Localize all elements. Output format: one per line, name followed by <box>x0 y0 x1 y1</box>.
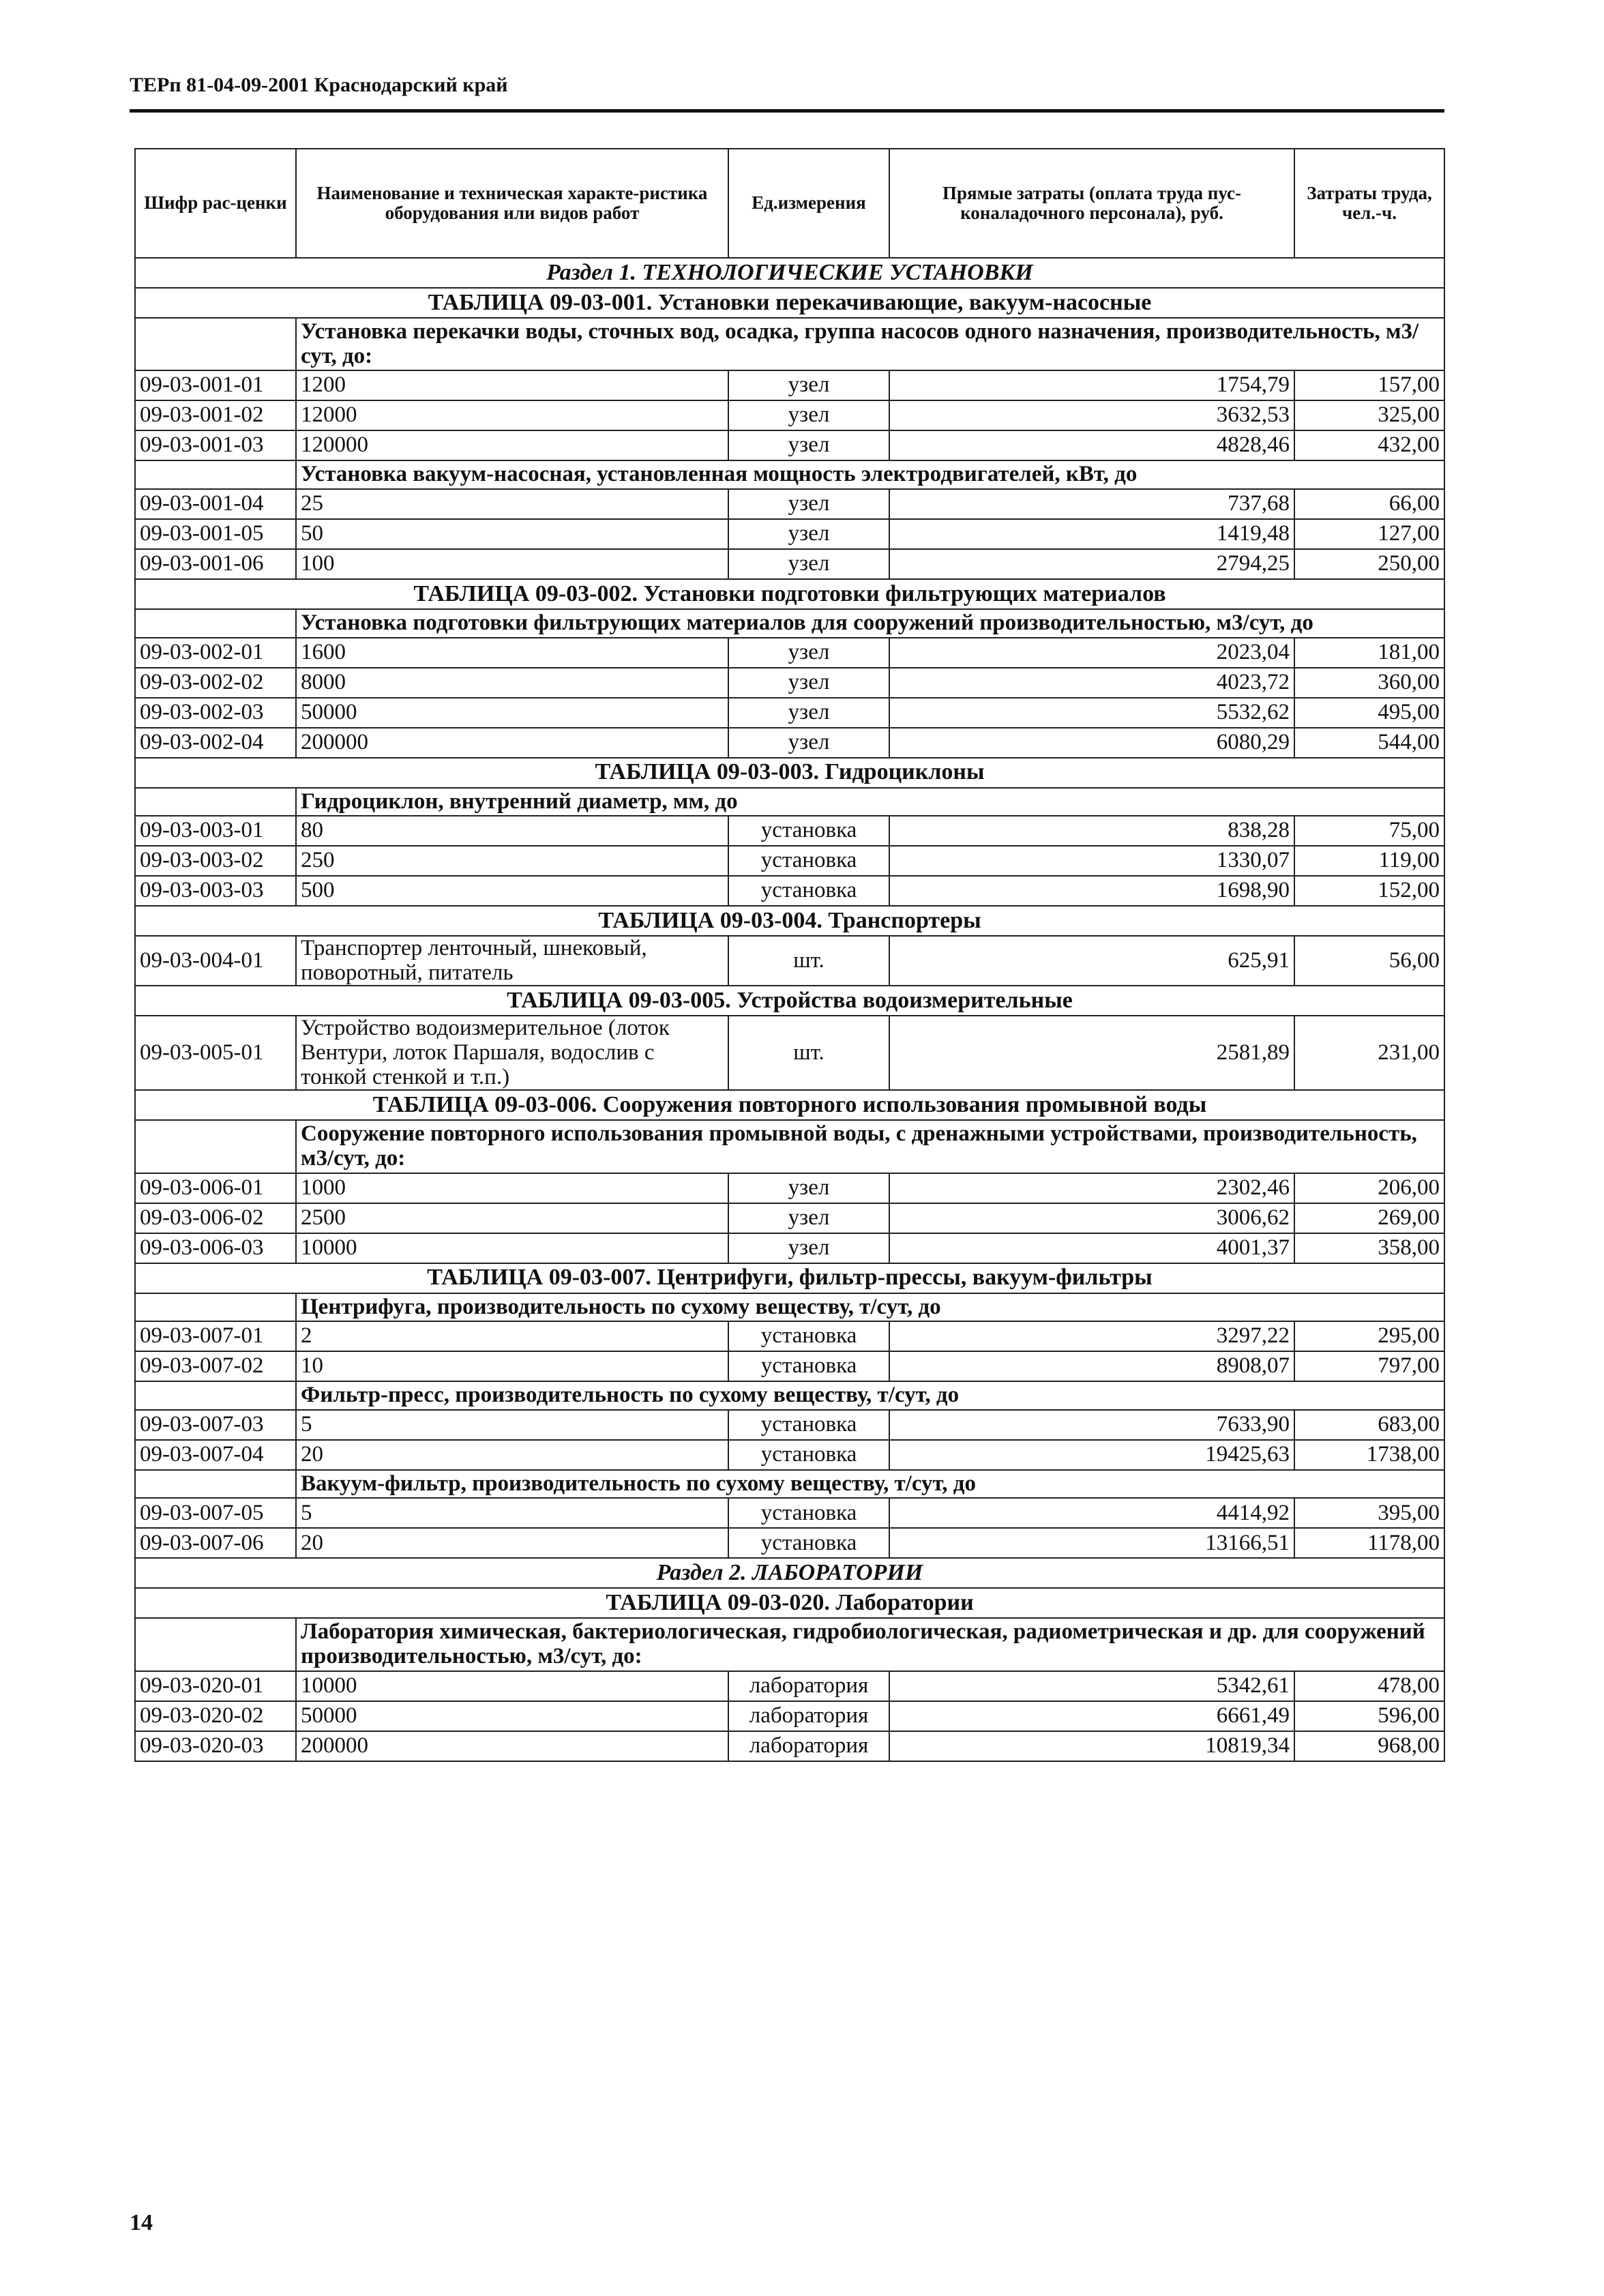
rate-code-cell: 09-03-007-06 <box>135 1528 296 1558</box>
table-row <box>135 370 1444 400</box>
labor-cost-cell: 75,00 <box>1294 816 1444 846</box>
labor-cost-cell: 295,00 <box>1294 1321 1444 1351</box>
table-row <box>135 430 1444 460</box>
rate-code-cell: 09-03-003-02 <box>135 846 296 876</box>
table-heading: ТАБЛИЦА 09-03-003. Гидроциклоны <box>135 758 1444 788</box>
item-name-cell: 25 <box>296 489 728 519</box>
rate-code-cell: 09-03-001-04 <box>135 489 296 519</box>
direct-cost-cell: 3632,53 <box>889 400 1294 430</box>
section-heading-row <box>135 258 1444 288</box>
group-empty-code-cell <box>135 1618 296 1671</box>
table-row <box>135 816 1444 846</box>
unit-cell: установка <box>728 1440 889 1470</box>
group-heading-row <box>135 609 1444 638</box>
direct-cost-cell: 2302,46 <box>889 1173 1294 1203</box>
rate-code-cell: 09-03-007-04 <box>135 1440 296 1470</box>
unit-cell: узел <box>728 430 889 460</box>
table-row <box>135 1498 1444 1528</box>
unit-cell: лаборатория <box>728 1671 889 1701</box>
rate-code-cell: 09-03-020-02 <box>135 1701 296 1731</box>
rate-code-cell: 09-03-001-03 <box>135 430 296 460</box>
direct-cost-cell: 625,91 <box>889 936 1294 986</box>
unit-cell: шт. <box>728 936 889 986</box>
table-row <box>135 936 1444 986</box>
item-name-cell: Устройство водоизмерительное (лоток Вентури, лоток Паршаля, водослив с тонкой стенкой и т.п.) <box>296 1016 728 1090</box>
item-name-cell: Транспортер ленточный, шнековый, поворотный, питатель <box>296 936 728 986</box>
rate-code-cell: 09-03-006-01 <box>135 1173 296 1203</box>
table-heading-row <box>135 1090 1444 1120</box>
rate-code-cell: 09-03-006-03 <box>135 1233 296 1263</box>
labor-cost-cell: 269,00 <box>1294 1203 1444 1233</box>
labor-cost-cell: 1738,00 <box>1294 1440 1444 1470</box>
group-empty-code-cell <box>135 318 296 370</box>
column-header-unit: Ед.измерения <box>728 149 889 258</box>
labor-cost-cell: 127,00 <box>1294 519 1444 549</box>
item-name-cell: 50000 <box>296 698 728 728</box>
unit-cell: узел <box>728 728 889 758</box>
table-row <box>135 1351 1444 1381</box>
table-row <box>135 876 1444 906</box>
labor-cost-cell: 358,00 <box>1294 1233 1444 1263</box>
item-name-cell: 1000 <box>296 1173 728 1203</box>
labor-cost-cell: 495,00 <box>1294 698 1444 728</box>
rate-code-cell: 09-03-003-01 <box>135 816 296 846</box>
group-heading-row <box>135 318 1444 370</box>
group-empty-code-cell <box>135 1470 296 1499</box>
direct-cost-cell: 1330,07 <box>889 846 1294 876</box>
unit-cell: установка <box>728 816 889 846</box>
unit-cell: лаборатория <box>728 1701 889 1731</box>
rate-code-cell: 09-03-005-01 <box>135 1016 296 1090</box>
group-heading: Установка перекачки воды, сточных вод, осадка, группа насосов одного назначения, производительность, м3/сут, до: <box>296 318 1444 370</box>
column-header-labor: Затраты труда, чел.-ч. <box>1294 149 1444 258</box>
table-row <box>135 1528 1444 1558</box>
labor-cost-cell: 478,00 <box>1294 1671 1444 1701</box>
group-heading: Вакуум-фильтр, производительность по сухому веществу, т/сут, до <box>296 1470 1444 1499</box>
rate-code-cell: 09-03-006-02 <box>135 1203 296 1233</box>
table-row <box>135 846 1444 876</box>
rate-code-cell: 09-03-001-02 <box>135 400 296 430</box>
group-heading-row <box>135 1120 1444 1173</box>
item-name-cell: 50000 <box>296 1701 728 1731</box>
direct-cost-cell: 2023,04 <box>889 638 1294 668</box>
table-row <box>135 668 1444 698</box>
rate-code-cell: 09-03-020-01 <box>135 1671 296 1701</box>
item-name-cell: 1200 <box>296 370 728 400</box>
direct-cost-cell: 7633,90 <box>889 1410 1294 1440</box>
document-header: ТЕРп 81-04-09-2001 Краснодарский край <box>130 74 508 96</box>
page-number: 14 <box>130 2210 153 2235</box>
table-heading-row <box>135 288 1444 318</box>
group-heading-row <box>135 1293 1444 1322</box>
rate-code-cell: 09-03-007-02 <box>135 1351 296 1381</box>
group-heading-row <box>135 460 1444 489</box>
item-name-cell: 200000 <box>296 728 728 758</box>
item-name-cell: 200000 <box>296 1731 728 1761</box>
rate-code-cell: 09-03-007-03 <box>135 1410 296 1440</box>
group-heading-row <box>135 788 1444 816</box>
rates-table <box>134 148 1445 1762</box>
direct-cost-cell: 1754,79 <box>889 370 1294 400</box>
item-name-cell: 1600 <box>296 638 728 668</box>
labor-cost-cell: 968,00 <box>1294 1731 1444 1761</box>
unit-cell: узел <box>728 698 889 728</box>
table-row <box>135 728 1444 758</box>
labor-cost-cell: 683,00 <box>1294 1410 1444 1440</box>
rate-code-cell: 09-03-007-05 <box>135 1498 296 1528</box>
rate-code-cell: 09-03-007-01 <box>135 1321 296 1351</box>
item-name-cell: 20 <box>296 1440 728 1470</box>
direct-cost-cell: 6080,29 <box>889 728 1294 758</box>
labor-cost-cell: 360,00 <box>1294 668 1444 698</box>
rate-code-cell: 09-03-002-02 <box>135 668 296 698</box>
item-name-cell: 20 <box>296 1528 728 1558</box>
labor-cost-cell: 596,00 <box>1294 1701 1444 1731</box>
direct-cost-cell: 1698,90 <box>889 876 1294 906</box>
group-empty-code-cell <box>135 1381 296 1410</box>
rate-code-cell: 09-03-002-01 <box>135 638 296 668</box>
table-row <box>135 638 1444 668</box>
labor-cost-cell: 181,00 <box>1294 638 1444 668</box>
group-empty-code-cell <box>135 1293 296 1322</box>
unit-cell: лаборатория <box>728 1731 889 1761</box>
labor-cost-cell: 206,00 <box>1294 1173 1444 1203</box>
unit-cell: узел <box>728 668 889 698</box>
labor-cost-cell: 66,00 <box>1294 489 1444 519</box>
group-heading: Центрифуга, производительность по сухому веществу, т/сут, до <box>296 1293 1444 1322</box>
direct-cost-cell: 8908,07 <box>889 1351 1294 1381</box>
column-header-cost: Прямые затраты (оплата труда пус-коналадочного персонала), руб. <box>889 149 1294 258</box>
item-name-cell: 500 <box>296 876 728 906</box>
item-name-cell: 50 <box>296 519 728 549</box>
unit-cell: установка <box>728 1410 889 1440</box>
direct-cost-cell: 13166,51 <box>889 1528 1294 1558</box>
rate-code-cell: 09-03-003-03 <box>135 876 296 906</box>
item-name-cell: 12000 <box>296 400 728 430</box>
group-heading-row <box>135 1381 1444 1410</box>
table-row <box>135 1016 1444 1090</box>
table-row <box>135 549 1444 579</box>
table-heading-row <box>135 1588 1444 1618</box>
direct-cost-cell: 737,68 <box>889 489 1294 519</box>
direct-cost-cell: 2794,25 <box>889 549 1294 579</box>
group-empty-code-cell <box>135 1120 296 1173</box>
direct-cost-cell: 838,28 <box>889 816 1294 846</box>
unit-cell: узел <box>728 638 889 668</box>
group-heading-row <box>135 1618 1444 1671</box>
group-heading-row <box>135 1470 1444 1499</box>
group-heading: Установка вакуум-насосная, установленная мощность электродвигателей, кВт, до <box>296 460 1444 489</box>
labor-cost-cell: 797,00 <box>1294 1351 1444 1381</box>
item-name-cell: 10000 <box>296 1233 728 1263</box>
labor-cost-cell: 250,00 <box>1294 549 1444 579</box>
unit-cell: узел <box>728 519 889 549</box>
labor-cost-cell: 544,00 <box>1294 728 1444 758</box>
table-header-row <box>135 149 1444 258</box>
group-empty-code-cell <box>135 460 296 489</box>
rate-code-cell: 09-03-004-01 <box>135 936 296 986</box>
table-row <box>135 1671 1444 1701</box>
unit-cell: установка <box>728 1321 889 1351</box>
section-heading: Раздел 1. ТЕХНОЛОГИЧЕСКИЕ УСТАНОВКИ <box>135 258 1444 288</box>
rates-table-body <box>135 258 1444 1761</box>
table-row <box>135 400 1444 430</box>
labor-cost-cell: 157,00 <box>1294 370 1444 400</box>
unit-cell: узел <box>728 1233 889 1263</box>
column-header-name: Наименование и техническая характе-ристика оборудования или видов работ <box>296 149 728 258</box>
item-name-cell: 2500 <box>296 1203 728 1233</box>
group-heading: Фильтр-пресс, производительность по сухому веществу, т/сут, до <box>296 1381 1444 1410</box>
item-name-cell: 10000 <box>296 1671 728 1701</box>
unit-cell: шт. <box>728 1016 889 1090</box>
table-heading-row <box>135 758 1444 788</box>
rate-code-cell: 09-03-002-03 <box>135 698 296 728</box>
table-heading: ТАБЛИЦА 09-03-007. Центрифуги, фильтр-прессы, вакуум-фильтры <box>135 1263 1444 1293</box>
direct-cost-cell: 1419,48 <box>889 519 1294 549</box>
direct-cost-cell: 4023,72 <box>889 668 1294 698</box>
table-heading: ТАБЛИЦА 09-03-005. Устройства водоизмерительные <box>135 986 1444 1016</box>
table-heading-row <box>135 579 1444 609</box>
direct-cost-cell: 3297,22 <box>889 1321 1294 1351</box>
unit-cell: установка <box>728 1528 889 1558</box>
rate-code-cell: 09-03-020-03 <box>135 1731 296 1761</box>
unit-cell: установка <box>728 1498 889 1528</box>
table-heading: ТАБЛИЦА 09-03-006. Сооружения повторного использования промывной воды <box>135 1090 1444 1120</box>
labor-cost-cell: 56,00 <box>1294 936 1444 986</box>
direct-cost-cell: 5342,61 <box>889 1671 1294 1701</box>
group-empty-code-cell <box>135 609 296 638</box>
table-row <box>135 1410 1444 1440</box>
table-heading-row <box>135 1263 1444 1293</box>
labor-cost-cell: 152,00 <box>1294 876 1444 906</box>
group-heading: Сооружение повторного использования промывной воды, с дренажными устройствами, производительность, м3/сут, до: <box>296 1120 1444 1173</box>
unit-cell: узел <box>728 370 889 400</box>
unit-cell: узел <box>728 400 889 430</box>
labor-cost-cell: 119,00 <box>1294 846 1444 876</box>
rate-code-cell: 09-03-001-01 <box>135 370 296 400</box>
direct-cost-cell: 10819,34 <box>889 1731 1294 1761</box>
unit-cell: узел <box>728 1173 889 1203</box>
table-row <box>135 1203 1444 1233</box>
table-heading: ТАБЛИЦА 09-03-002. Установки подготовки фильтрующих материалов <box>135 579 1444 609</box>
item-name-cell: 2 <box>296 1321 728 1351</box>
table-row <box>135 1173 1444 1203</box>
unit-cell: установка <box>728 1351 889 1381</box>
group-heading: Установка подготовки фильтрующих материалов для сооружений производительностью, м3/сут, до <box>296 609 1444 638</box>
unit-cell: узел <box>728 1203 889 1233</box>
table-row <box>135 519 1444 549</box>
direct-cost-cell: 2581,89 <box>889 1016 1294 1090</box>
rate-code-cell: 09-03-001-06 <box>135 549 296 579</box>
direct-cost-cell: 6661,49 <box>889 1701 1294 1731</box>
table-row <box>135 1321 1444 1351</box>
direct-cost-cell: 4828,46 <box>889 430 1294 460</box>
table-heading: ТАБЛИЦА 09-03-020. Лаборатории <box>135 1588 1444 1618</box>
labor-cost-cell: 432,00 <box>1294 430 1444 460</box>
rate-code-cell: 09-03-001-05 <box>135 519 296 549</box>
table-heading-row <box>135 906 1444 936</box>
unit-cell: узел <box>728 549 889 579</box>
header-rule <box>130 109 1444 113</box>
unit-cell: установка <box>728 846 889 876</box>
item-name-cell: 5 <box>296 1410 728 1440</box>
direct-cost-cell: 4414,92 <box>889 1498 1294 1528</box>
table-row <box>135 1233 1444 1263</box>
group-empty-code-cell <box>135 788 296 816</box>
direct-cost-cell: 5532,62 <box>889 698 1294 728</box>
labor-cost-cell: 395,00 <box>1294 1498 1444 1528</box>
item-name-cell: 100 <box>296 549 728 579</box>
section-heading-row <box>135 1558 1444 1588</box>
table-heading: ТАБЛИЦА 09-03-001. Установки перекачивающие, вакуум-насосные <box>135 288 1444 318</box>
table-heading: ТАБЛИЦА 09-03-004. Транспортеры <box>135 906 1444 936</box>
rate-code-cell: 09-03-002-04 <box>135 728 296 758</box>
item-name-cell: 10 <box>296 1351 728 1381</box>
labor-cost-cell: 325,00 <box>1294 400 1444 430</box>
table-row <box>135 1701 1444 1731</box>
unit-cell: узел <box>728 489 889 519</box>
labor-cost-cell: 231,00 <box>1294 1016 1444 1090</box>
group-heading: Гидроциклон, внутренний диаметр, мм, до <box>296 788 1444 816</box>
direct-cost-cell: 19425,63 <box>889 1440 1294 1470</box>
item-name-cell: 8000 <box>296 668 728 698</box>
group-heading: Лаборатория химическая, бактериологическая, гидробиологическая, радиометрическая и др. для сооружений производительностью, м3/сут, до: <box>296 1618 1444 1671</box>
item-name-cell: 250 <box>296 846 728 876</box>
section-heading: Раздел 2. ЛАБОРАТОРИИ <box>135 1558 1444 1588</box>
table-row <box>135 1731 1444 1761</box>
table-heading-row <box>135 986 1444 1016</box>
table-row <box>135 489 1444 519</box>
labor-cost-cell: 1178,00 <box>1294 1528 1444 1558</box>
column-header-code: Шифр рас-ценки <box>135 149 296 258</box>
unit-cell: установка <box>728 876 889 906</box>
item-name-cell: 120000 <box>296 430 728 460</box>
item-name-cell: 5 <box>296 1498 728 1528</box>
table-row <box>135 698 1444 728</box>
direct-cost-cell: 4001,37 <box>889 1233 1294 1263</box>
table-row <box>135 1440 1444 1470</box>
direct-cost-cell: 3006,62 <box>889 1203 1294 1233</box>
item-name-cell: 80 <box>296 816 728 846</box>
